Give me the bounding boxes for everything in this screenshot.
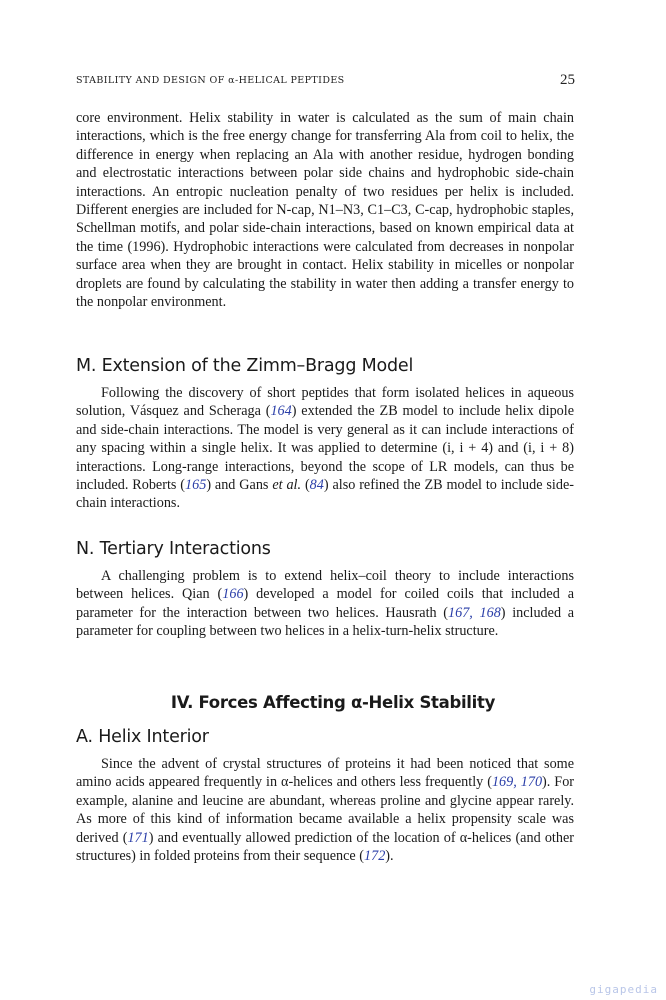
watermark: gigapedia <box>589 983 658 996</box>
paragraph-zimm-bragg: Following the discovery of short peptides that form isolated helices in aqueous solution, Vásquez and Scheraga (164) extended the ZB model to include helix dipole and side-chain interactions. The model is very general as it can include interactions of any spacing within a single helix. It was applied to determine (i, i + 4) and (i, i + 8) interactions. Long-range interactions, beyond the scope of LR models, can thus be included. Roberts (165) and Gans et al. (84) also refined the ZB model to include side-chain interactions. <box>76 385 574 512</box>
section-heading-n: N. Tertiary Interactions <box>76 539 271 559</box>
paragraph-helix-interior: Since the advent of crystal structures of proteins it had been noticed that some amino acids appeared frequently in α-helices and others less frequently (169, 170). For example, alanine and leucine are abundant, whereas proline and glycine appear rarely. As more of this kind of information became available a helix propensity scale was derived (171) and eventually allowed prediction of the location of α-helices (and other structures) in folded proteins from their sequence (172). <box>76 756 575 865</box>
citation-link[interactable]: 165 <box>185 477 207 494</box>
section-heading-a: A. Helix Interior <box>76 727 209 747</box>
citation-link[interactable]: 166 <box>222 586 244 603</box>
citation-link[interactable]: 169, 170 <box>491 774 543 791</box>
paragraph-continued: core environment. Helix stability in water is calculated as the sum of main chain interactions, which is the free energy change for transferring Ala from coil to helix, the difference in energy when replacing an Ala with another residue, hydrogen bonding and electrostatic interactions between polar side chains and hydrophobic side-chain interactions. An entropic nucleation penalty of two residues per helix is included. Different energies are included for N-cap, N1–N3, C1–C3, C-cap, hydrophobic staples, Schellman motifs, and polar side-chain interactions, based on known empirical data at the time (1996). Hydrophobic interactions were calculated from decreases in nonpolar surface area when they are brought in contact. Helix stability in micelles or nonpolar droplets are found by calculating the stability in water then adding a transfer energy to the nonpolar environment. <box>76 110 574 311</box>
citation-link[interactable]: 84 <box>309 477 324 494</box>
part-heading-iv: IV. Forces Affecting α-Helix Stability <box>170 693 496 712</box>
page-number: 25 <box>560 72 575 88</box>
citation-link[interactable]: 171 <box>127 829 149 846</box>
citation-link[interactable]: 164 <box>270 403 292 420</box>
citation-link[interactable]: 167, 168 <box>448 604 501 621</box>
running-head: STABILITY AND DESIGN OF α-HELICAL PEPTIDES <box>76 75 345 86</box>
paragraph-tertiary: A challenging problem is to extend helix–coil theory to include interactions between helices. Qian (166) developed a model for coiled coils that included a parameter for the interaction between two helices. Hausrath (167, 168) included a parameter for coupling between two helices in a helix-turn-helix structure. <box>76 568 575 640</box>
citation-link[interactable]: 172 <box>364 848 386 865</box>
section-heading-m: M. Extension of the Zimm–Bragg Model <box>76 356 414 376</box>
